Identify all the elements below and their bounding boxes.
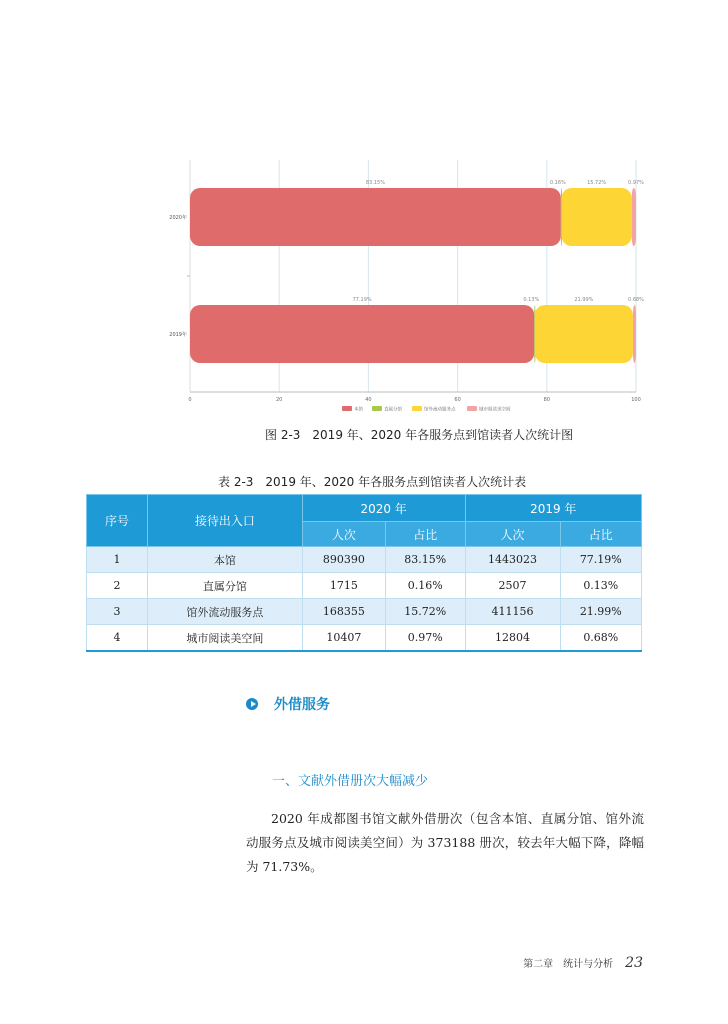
statistics-table (86, 494, 642, 652)
stacked-bar-chart (0, 0, 728, 420)
x-tick-label: 20 (276, 397, 283, 403)
cell-count-2020: 890390 (302, 547, 385, 573)
table-row (87, 573, 642, 599)
cell-ratio-2019: 0.68% (560, 625, 641, 652)
data-label: 0.97% (628, 180, 644, 186)
legend-label: 城市阅读美空间 (479, 407, 511, 413)
data-label: 21.99% (574, 297, 594, 303)
data-label: 77.19% (352, 297, 372, 303)
subheader-ratio-2020: 占比 (386, 522, 465, 547)
y-category-label: 2019年 (169, 332, 187, 338)
section-heading-text: 外借服务 (274, 697, 330, 713)
table-caption: 表 2-3 2019 年、2020 年各服务点到馆读者人次统计表 (218, 475, 527, 489)
cell-seq: 2 (87, 573, 148, 599)
subheader-count-2019: 人次 (465, 522, 560, 547)
x-tick-label: 100 (631, 397, 641, 403)
x-tick-label: 80 (543, 397, 550, 403)
cell-ratio-2020: 15.72% (386, 599, 465, 625)
section-heading (246, 694, 330, 714)
header-seq: 序号 (87, 495, 148, 547)
header-2020: 2020 年 (302, 495, 465, 522)
subheader-ratio-2019: 占比 (560, 522, 641, 547)
bar-segment (535, 305, 633, 363)
cell-ratio-2020: 83.15% (386, 547, 465, 573)
footer-chapter: 第二章 统计与分析 (523, 959, 614, 970)
cell-seq: 1 (87, 547, 148, 573)
legend-swatch (342, 406, 352, 411)
legend-label: 馆外流动服务点 (424, 407, 456, 413)
table-row (87, 625, 642, 652)
cell-ratio-2019: 77.19% (560, 547, 641, 573)
data-label: 0.16% (549, 180, 566, 186)
bar-segment (632, 188, 636, 246)
legend-swatch (372, 406, 382, 411)
cell-count-2020: 1715 (302, 573, 385, 599)
page-number: 23 (625, 955, 643, 971)
cell-count-2019: 411156 (465, 599, 560, 625)
cell-service-point: 城市阅读美空间 (147, 625, 302, 652)
cell-count-2020: 10407 (302, 625, 385, 652)
cell-ratio-2019: 21.99% (560, 599, 641, 625)
cell-seq: 3 (87, 599, 148, 625)
cell-ratio-2019: 0.13% (560, 573, 641, 599)
cell-service-point: 本馆 (147, 547, 302, 573)
cell-count-2020: 168355 (302, 599, 385, 625)
bar-segment (562, 188, 632, 246)
cell-ratio-2020: 0.16% (386, 573, 465, 599)
legend-swatch (412, 406, 422, 411)
header-2019: 2019 年 (465, 495, 642, 522)
data-label: 0.68% (628, 297, 644, 303)
x-tick-label: 0 (188, 397, 192, 403)
table-row (87, 547, 642, 573)
subheader-count-2020: 人次 (302, 522, 385, 547)
header-service-point: 接待出入口 (147, 495, 302, 547)
legend-label: 直属分馆 (384, 407, 402, 413)
cell-count-2019: 2507 (465, 573, 560, 599)
cell-service-point: 直属分馆 (147, 573, 302, 599)
page-footer (523, 955, 643, 971)
x-tick-label: 40 (365, 397, 372, 403)
cell-service-point: 馆外流动服务点 (147, 599, 302, 625)
figure-caption: 图 2-3 2019 年、2020 年各服务点到馆读者人次统计图 (265, 428, 574, 442)
cell-count-2019: 12804 (465, 625, 560, 652)
cell-ratio-2020: 0.97% (386, 625, 465, 652)
legend-label: 本馆 (354, 407, 363, 413)
table-row (87, 599, 642, 625)
bar-segment (190, 188, 561, 246)
bar-segment (190, 305, 534, 363)
cell-seq: 4 (87, 625, 148, 652)
y-category-label: 2020年 (169, 215, 187, 221)
legend-swatch (467, 406, 477, 411)
data-label: 0.13% (523, 297, 540, 303)
body-paragraph: 2020 年成都图书馆文献外借册次（包含本馆、直属分馆、馆外流动服务点及城市阅读美空间）为 373188 册次，较去年大幅下降，降幅为 71.73%。 (246, 810, 644, 874)
x-tick-label: 60 (454, 397, 461, 403)
bar-segment (633, 305, 636, 363)
cell-count-2019: 1443023 (465, 547, 560, 573)
data-label: 15.72% (587, 180, 607, 186)
subsection-heading: 一、文献外借册次大幅减少 (272, 774, 429, 789)
play-circle-icon (246, 698, 258, 710)
table-header-row (87, 495, 642, 522)
data-label: 83.15% (365, 180, 385, 186)
